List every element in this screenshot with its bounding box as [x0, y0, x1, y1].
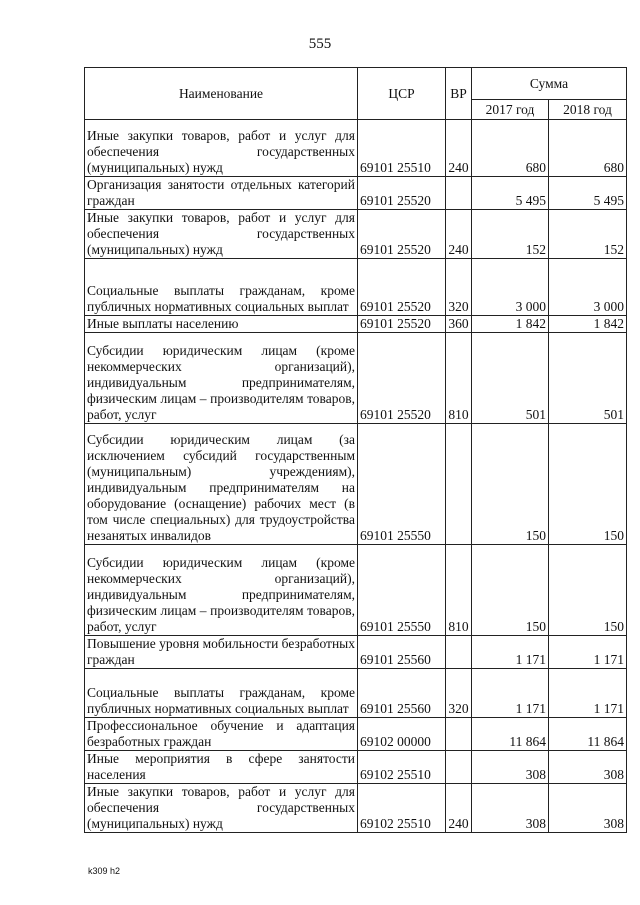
- row-sum-2018-cell: 1 171: [549, 636, 627, 669]
- row-sum-2018-cell: 308: [549, 751, 627, 784]
- row-sum-2017-cell: 1 171: [472, 636, 549, 669]
- row-name-cell: Социальные выплаты гражданам, кроме публичных нормативных социальных выплат: [85, 669, 358, 718]
- budget-table: [84, 67, 627, 833]
- row-sum-2017-cell: 3 000: [472, 259, 549, 316]
- table-row: [85, 784, 627, 833]
- row-name-cell: Иные закупки товаров, работ и услуг для обеспечения государственных (муниципальных) нужд: [85, 784, 358, 833]
- table-row: [85, 120, 627, 177]
- row-name-cell: Социальные выплаты гражданам, кроме публичных нормативных социальных выплат: [85, 259, 358, 316]
- row-sum-2018-cell: 11 864: [549, 718, 627, 751]
- row-vr-cell: 240: [446, 784, 472, 833]
- header-vr: ВР: [446, 68, 472, 120]
- row-sum-2017-cell: 5 495: [472, 177, 549, 210]
- row-vr-cell: 810: [446, 545, 472, 636]
- row-sum-2018-cell: 3 000: [549, 259, 627, 316]
- row-csr-cell: 69101 25520: [358, 316, 446, 333]
- row-csr-cell: 69102 25510: [358, 751, 446, 784]
- row-vr-cell: 240: [446, 210, 472, 259]
- row-sum-2018-cell: 5 495: [549, 177, 627, 210]
- row-sum-2017-cell: 680: [472, 120, 549, 177]
- header-csr: ЦСР: [358, 68, 446, 120]
- row-name-cell: Иные закупки товаров, работ и услуг для обеспечения государственных (муниципальных) нужд: [85, 120, 358, 177]
- row-name-cell: Иные выплаты населению: [85, 316, 358, 333]
- row-vr-cell: 360: [446, 316, 472, 333]
- row-name-cell: Субсидии юридическим лицам (за исключением субсидий государственным (муниципальным) учреждениям), индивидуальным предпринимателям на оборудование (оснащение) рабочих мест (в том числе специальных) для трудоустройства незанятых инвалидов: [85, 424, 358, 545]
- table-row: [85, 636, 627, 669]
- header-sum: Сумма: [472, 68, 627, 100]
- table-row: [85, 545, 627, 636]
- row-sum-2017-cell: 308: [472, 784, 549, 833]
- footer-code: k309 h2: [88, 866, 121, 876]
- table-row: [85, 259, 627, 316]
- row-name-cell: Повышение уровня мобильности безработных граждан: [85, 636, 358, 669]
- row-csr-cell: 69101 25550: [358, 424, 446, 545]
- row-vr-cell: [446, 751, 472, 784]
- row-vr-cell: 320: [446, 669, 472, 718]
- table-row: [85, 316, 627, 333]
- row-sum-2017-cell: 308: [472, 751, 549, 784]
- row-sum-2018-cell: 308: [549, 784, 627, 833]
- row-sum-2018-cell: 150: [549, 545, 627, 636]
- row-csr-cell: 69102 25510: [358, 784, 446, 833]
- row-csr-cell: 69101 25520: [358, 210, 446, 259]
- header-year-2017: 2017 год: [472, 100, 549, 120]
- row-vr-cell: 320: [446, 259, 472, 316]
- row-name-cell: Иные закупки товаров, работ и услуг для обеспечения государственных (муниципальных) нужд: [85, 210, 358, 259]
- row-name-cell: Субсидии юридическим лицам (кроме некоммерческих организаций), индивидуальным предпринимателям, физическим лицам – производителям товаров, работ, услуг: [85, 545, 358, 636]
- row-csr-cell: 69101 25520: [358, 177, 446, 210]
- table-row: [85, 751, 627, 784]
- row-csr-cell: 69101 25560: [358, 669, 446, 718]
- row-vr-cell: 810: [446, 333, 472, 424]
- row-sum-2018-cell: 680: [549, 120, 627, 177]
- page-number: 555: [308, 36, 332, 52]
- row-sum-2017-cell: 150: [472, 545, 549, 636]
- row-csr-cell: 69102 00000: [358, 718, 446, 751]
- row-sum-2018-cell: 1 171: [549, 669, 627, 718]
- row-sum-2017-cell: 150: [472, 424, 549, 545]
- row-name-cell: Иные мероприятия в сфере занятости населения: [85, 751, 358, 784]
- row-sum-2018-cell: 150: [549, 424, 627, 545]
- row-name-cell: Субсидии юридическим лицам (кроме некоммерческих организаций), индивидуальным предпринимателям, физическим лицам – производителям товаров, работ, услуг: [85, 333, 358, 424]
- table-row: [85, 210, 627, 259]
- row-csr-cell: 69101 25520: [358, 259, 446, 316]
- row-sum-2018-cell: 501: [549, 333, 627, 424]
- table-row: [85, 424, 627, 545]
- row-csr-cell: 69101 25560: [358, 636, 446, 669]
- row-sum-2018-cell: 152: [549, 210, 627, 259]
- row-name-cell: Профессиональное обучение и адаптация безработных граждан: [85, 718, 358, 751]
- row-sum-2017-cell: 152: [472, 210, 549, 259]
- header-year-2018: 2018 год: [549, 100, 627, 120]
- table-row: [85, 177, 627, 210]
- header-name: Наименование: [85, 68, 358, 120]
- row-vr-cell: [446, 636, 472, 669]
- row-csr-cell: 69101 25520: [358, 333, 446, 424]
- row-sum-2017-cell: 11 864: [472, 718, 549, 751]
- table-body: [85, 120, 627, 833]
- row-vr-cell: [446, 424, 472, 545]
- row-vr-cell: [446, 718, 472, 751]
- table-row: [85, 333, 627, 424]
- row-sum-2018-cell: 1 842: [549, 316, 627, 333]
- table-row: [85, 718, 627, 751]
- row-csr-cell: 69101 25550: [358, 545, 446, 636]
- table-row: [85, 669, 627, 718]
- row-csr-cell: 69101 25510: [358, 120, 446, 177]
- row-vr-cell: [446, 177, 472, 210]
- row-sum-2017-cell: 501: [472, 333, 549, 424]
- row-sum-2017-cell: 1 171: [472, 669, 549, 718]
- row-vr-cell: 240: [446, 120, 472, 177]
- row-sum-2017-cell: 1 842: [472, 316, 549, 333]
- row-name-cell: Организация занятости отдельных категорий граждан: [85, 177, 358, 210]
